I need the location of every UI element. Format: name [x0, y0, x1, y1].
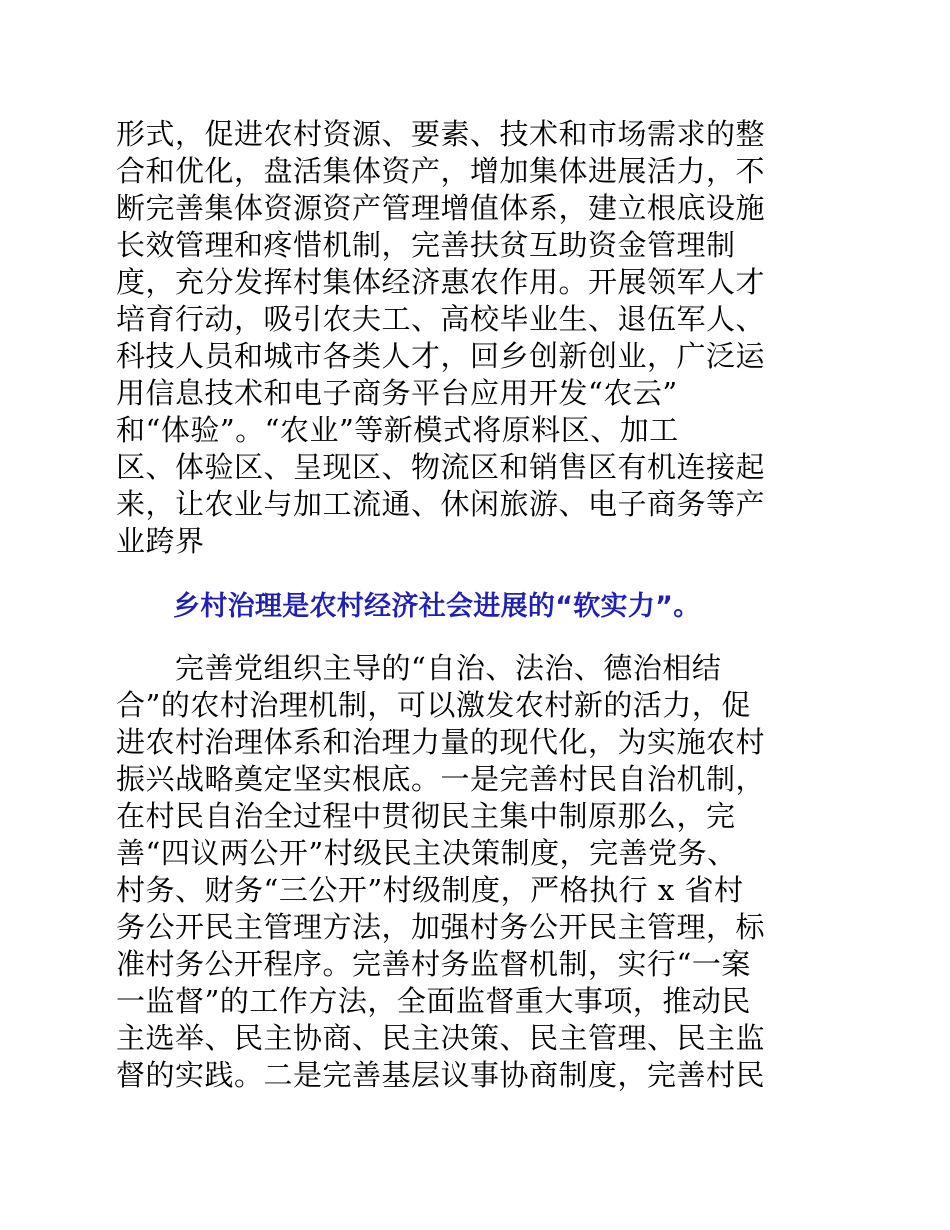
paragraph-1-line: 度，充分发挥村集体经济惠农作用。开展领军人才 — [116, 265, 766, 299]
section-heading: 乡村治理是农村经济社会进展的“软实力”。 — [173, 591, 701, 622]
paragraph-2-line: 准村务公开程序。完善村务监督机制，实行“一案 — [116, 947, 751, 981]
paragraph-2-line: 在村民自治全过程中贯彻民主集中制原那么，完 — [116, 799, 736, 833]
paragraph-1-line: 用信息技术和电子商务平台应用开发“农云” — [116, 376, 678, 410]
paragraph-2-line: 进农村治理体系和治理力量的现代化，为实施农村 — [116, 725, 766, 759]
paragraph-2-line: 主选举、民主协商、民主决策、民主管理、民主监 — [116, 1021, 766, 1055]
paragraph-1-line: 合和优化，盘活集体资产，增加集体进展活力，不 — [116, 154, 766, 188]
paragraph-2-line: 振兴战略奠定坚实根底。一是完善村民自治机制， — [116, 762, 766, 796]
paragraph-2-line: 善“四议两公开”村级民主决策制度，完善党务、 — [116, 836, 737, 870]
paragraph-1-line: 和“体验”。“农业”等新模式将原料区、加工 — [116, 413, 679, 447]
paragraph-2-line: 务公开民主管理方法，加强村务公开民主管理，标 — [116, 910, 766, 944]
paragraph-2-line: 督的实践。二是完善基层议事协商制度，完善村民 — [116, 1058, 766, 1092]
paragraph-2-line: 完善党组织主导的“自治、法治、德治相结 — [116, 651, 722, 685]
paragraph-1-line: 断完善集体资源资产管理增值体系，建立根底设施 — [116, 191, 766, 225]
paragraph-1-line: 形式，促进农村资源、要素、技术和市场需求的整 — [116, 117, 766, 151]
paragraph-1-line: 科技人员和城市各类人才，回乡创新创业，广泛运 — [116, 339, 766, 373]
paragraph-1-line: 区、体验区、呈现区、物流区和销售区有机连接起 — [116, 450, 766, 484]
paragraph-1-line: 业跨界 — [116, 524, 205, 558]
paragraph-2-line: 村务、财务“三公开”村级制度，严格执行 x 省村 — [116, 873, 744, 907]
paragraph-2-line: 一监督”的工作方法，全面监督重大事项，推动民 — [116, 984, 751, 1018]
paragraph-1-line: 来，让农业与加工流通、休闲旅游、电子商务等产 — [116, 487, 766, 521]
paragraph-1-line: 培育行动，吸引农夫工、高校毕业生、退伍军人、 — [116, 302, 766, 336]
paragraph-2-line: 合”的农村治理机制，可以激发农村新的活力，促 — [116, 688, 751, 722]
paragraph-1-line: 长效管理和疼惜机制，完善扶贫互助资金管理制 — [116, 228, 736, 262]
